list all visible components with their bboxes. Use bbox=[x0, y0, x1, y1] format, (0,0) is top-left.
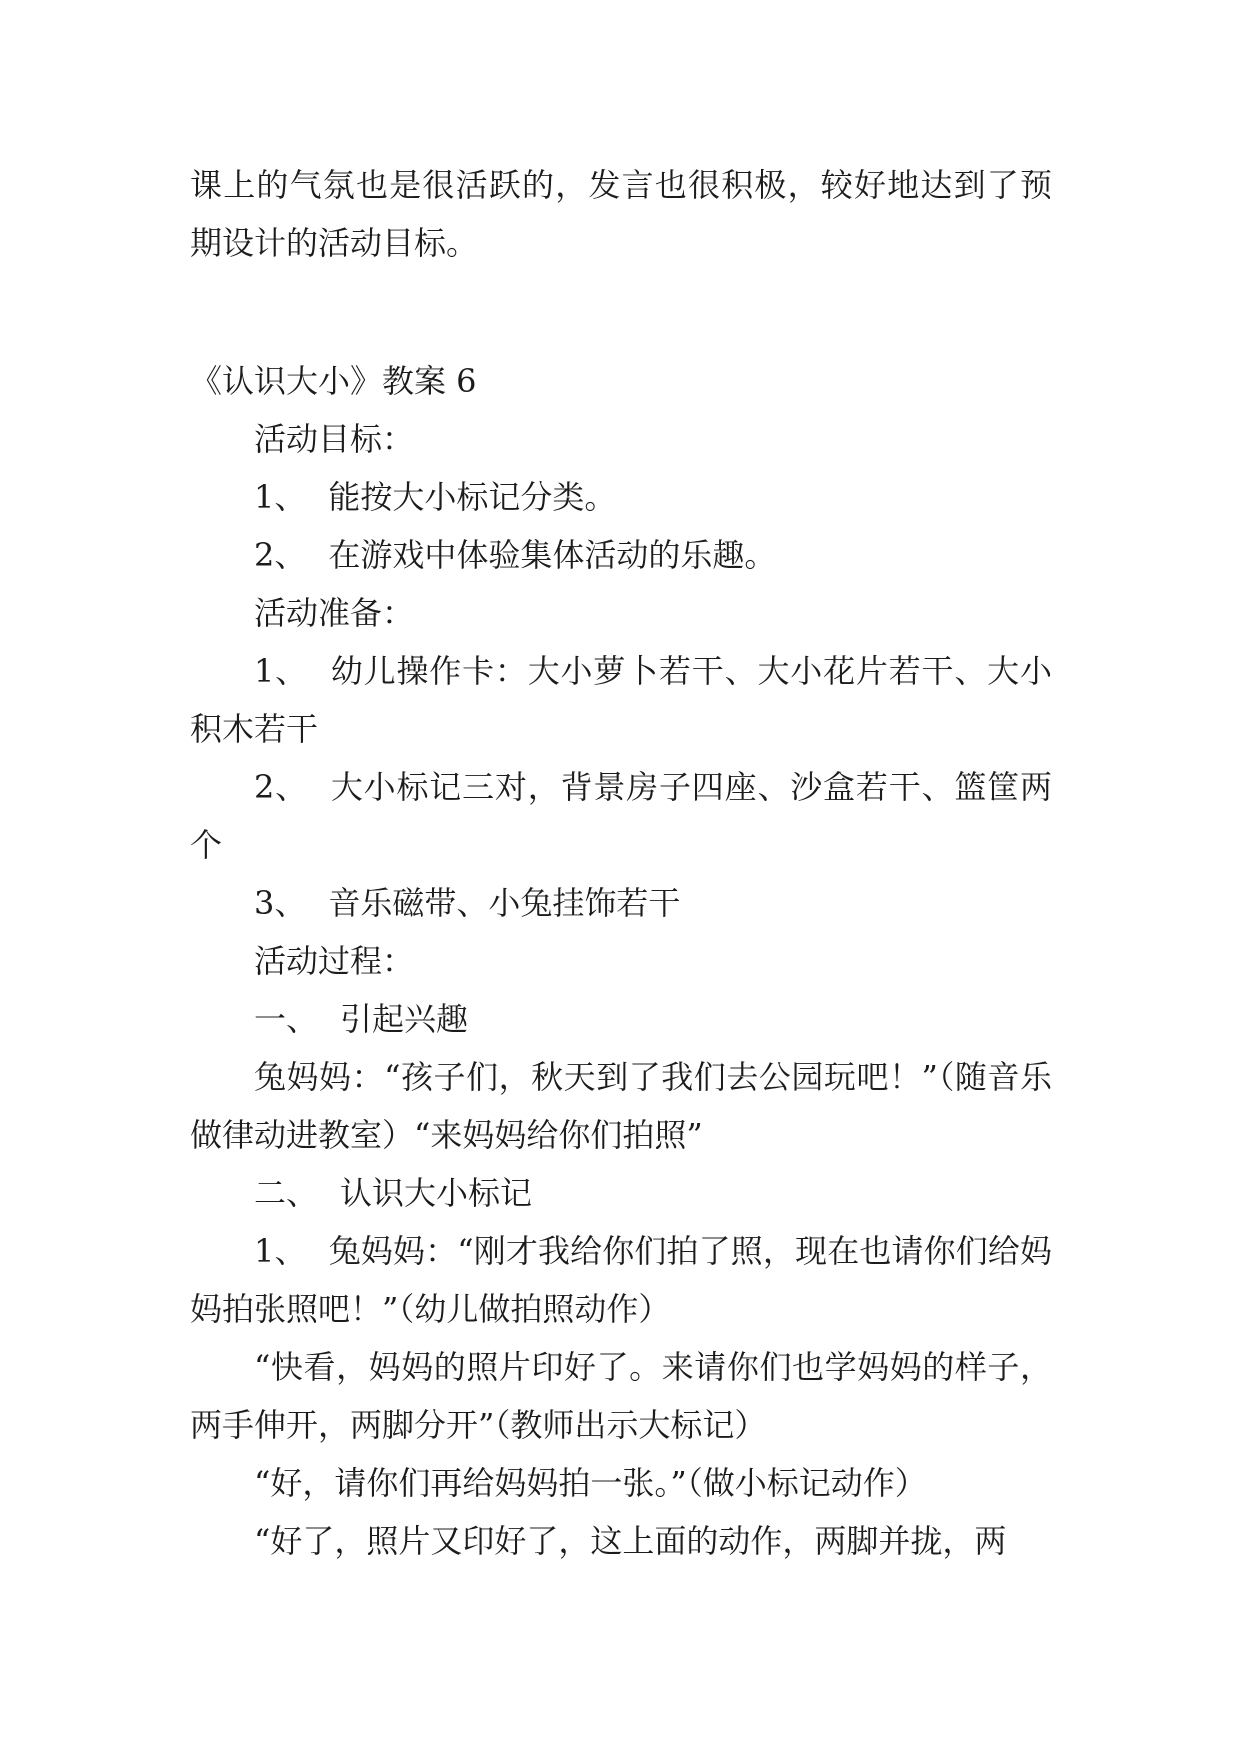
prep-text: 大小标记三对，背景房子四座、沙盒若干、篮筐两个 bbox=[190, 768, 1052, 864]
prep-text: 音乐磁带、小兔挂饰若干 bbox=[328, 884, 681, 922]
paragraph: “好，请你们再给妈妈拍一张。”（做小标记动作） bbox=[254, 1464, 927, 1502]
goal-item bbox=[190, 468, 1052, 526]
paragraph: “好了，照片又印好了，这上面的动作，两脚并拢，两 bbox=[254, 1522, 1007, 1560]
step2-item-text: 兔妈妈：“刚才我给你们拍了照，现在也请你们给妈妈拍张照吧！”（幼儿做拍照动作） bbox=[190, 1232, 1052, 1328]
step-heading bbox=[190, 1164, 1052, 1222]
prep-item bbox=[190, 874, 1052, 932]
intro-paragraph: 课上的气氛也是很活跃的，发言也很积极，较好地达到了预期设计的活动目标。 bbox=[190, 166, 1052, 262]
step2-item-number: 1、 bbox=[254, 1232, 307, 1270]
prep-number: 1、 bbox=[254, 652, 308, 690]
prep-item bbox=[190, 758, 1052, 874]
step2-item bbox=[190, 1222, 1052, 1338]
prep-item bbox=[190, 642, 1052, 758]
goal-item bbox=[190, 526, 1052, 584]
step-number: 二、 bbox=[254, 1174, 319, 1212]
document-body bbox=[190, 156, 1052, 1570]
step-heading bbox=[190, 990, 1052, 1048]
step1-paragraph: 兔妈妈：“孩子们，秋天到了我们去公园玩吧！”（随音乐做律动进教室）“来妈妈给你们拍照” bbox=[190, 1058, 1052, 1154]
goal-text: 能按大小标记分类。 bbox=[328, 478, 617, 516]
step-text: 引起兴趣 bbox=[340, 1000, 469, 1038]
goal-text: 在游戏中体验集体活动的乐趣。 bbox=[328, 536, 777, 574]
goals-heading: 活动目标： bbox=[254, 420, 415, 458]
step-text: 认识大小标记 bbox=[340, 1174, 533, 1212]
goal-number: 1、 bbox=[254, 478, 307, 516]
prep-number: 2、 bbox=[254, 768, 308, 806]
prep-text: 幼儿操作卡：大小萝卜若干、大小花片若干、大小积木若干 bbox=[190, 652, 1052, 748]
step-number: 一、 bbox=[254, 1000, 319, 1038]
prep-heading: 活动准备： bbox=[254, 594, 415, 632]
section-title: 《认识大小》教案 6 bbox=[190, 362, 477, 400]
prep-number: 3、 bbox=[254, 884, 307, 922]
process-heading: 活动过程： bbox=[254, 942, 415, 980]
paragraph: “快看，妈妈的照片印好了。来请你们也学妈妈的样子，两手伸开，两脚分开”（教师出示大标记） bbox=[190, 1348, 1052, 1444]
goal-number: 2、 bbox=[254, 536, 307, 574]
